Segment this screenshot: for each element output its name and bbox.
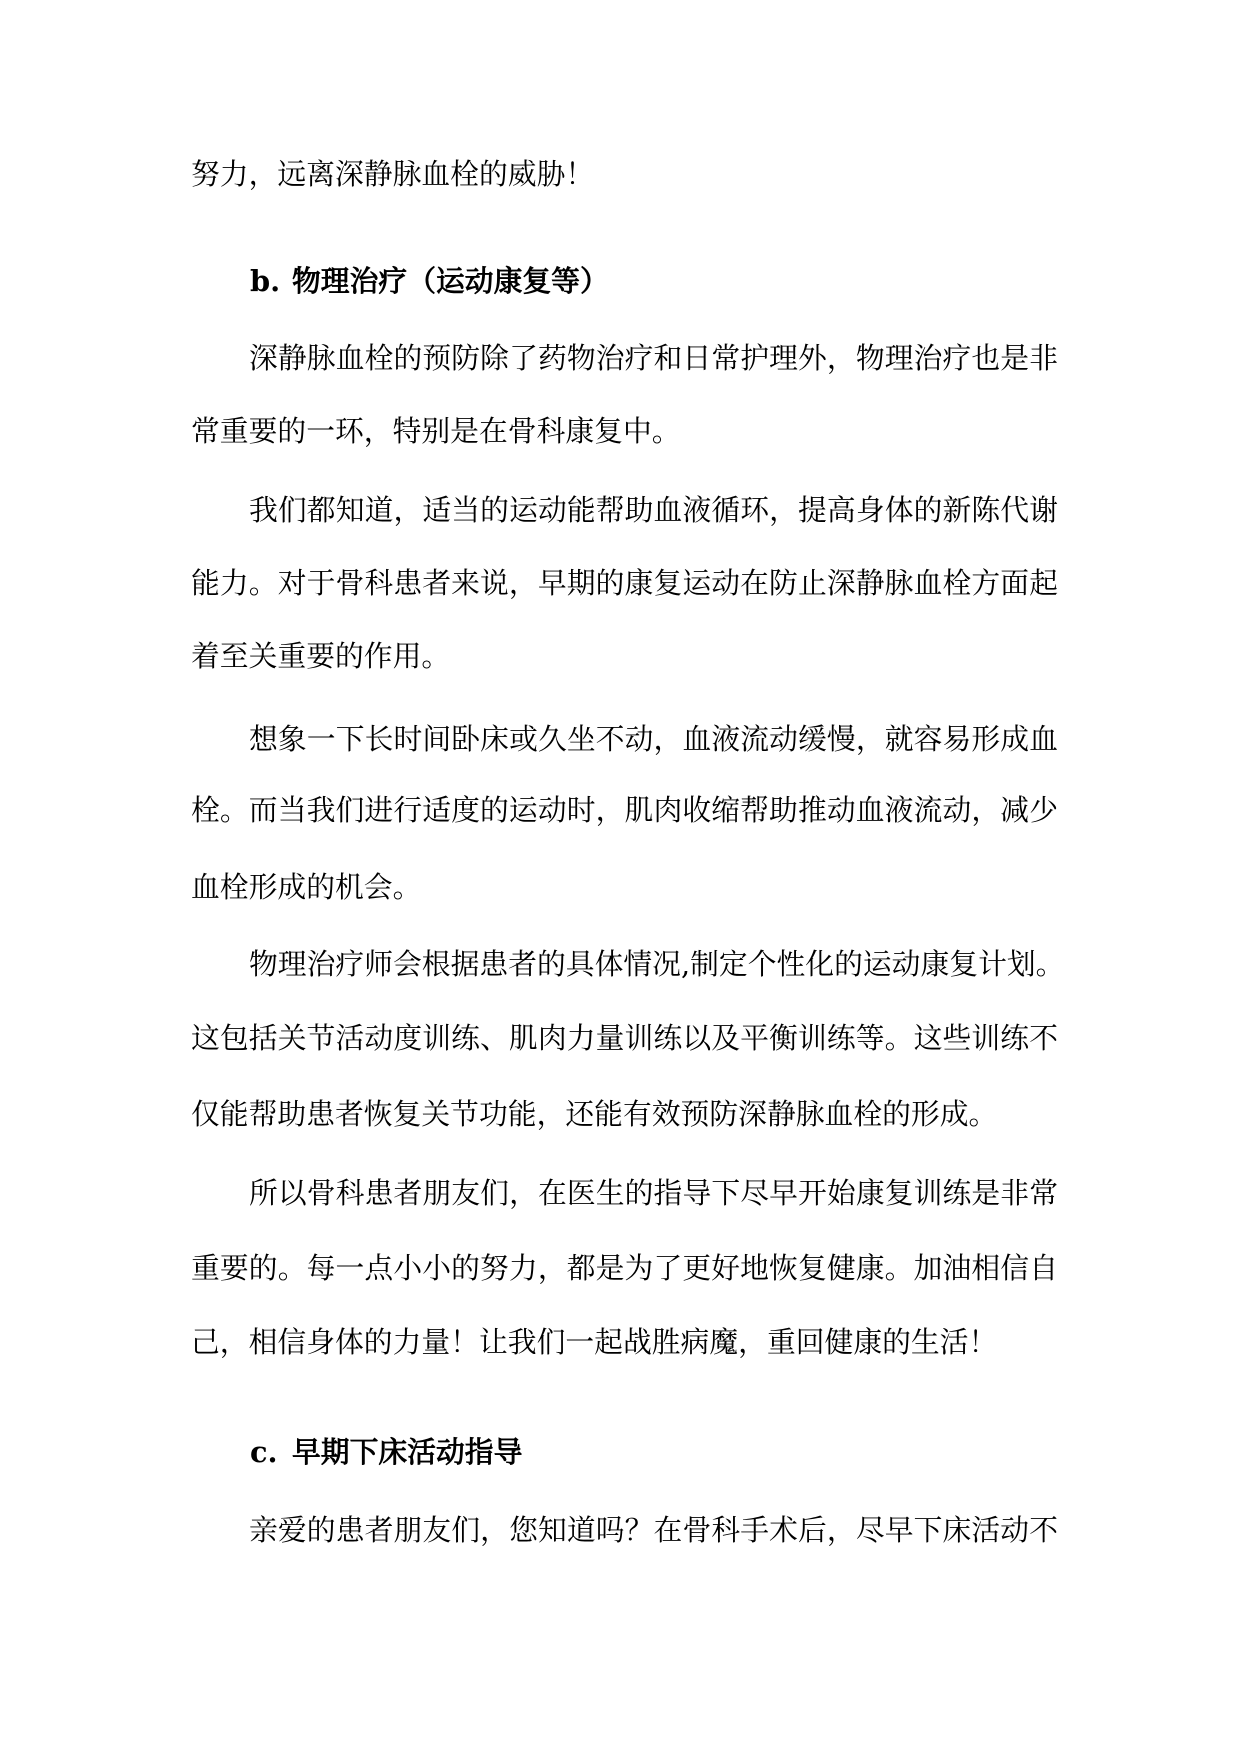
paragraph-line: 血栓形成的机会。: [191, 870, 422, 904]
heading-title: 早期下床活动指导: [292, 1435, 523, 1469]
paragraph-line: 己，相信身体的力量！让我们一起战胜病魔，重回健康的生活！: [191, 1325, 998, 1359]
paragraph-line: 常重要的一环，特别是在骨科康复中。: [191, 414, 681, 448]
heading-marker: b.: [250, 264, 281, 298]
paragraph-line: 物理治疗师会根据患者的具体情况,制定个性化的运动康复计划。: [249, 947, 1065, 981]
paragraph-line: 我们都知道，适当的运动能帮助血液循环，提高身体的新陈代谢: [249, 493, 1058, 527]
paragraph-line: 重要的。每一点小小的努力，都是为了更好地恢复健康。加油相信自: [191, 1251, 1058, 1285]
paragraph-line: 深静脉血栓的预防除了药物治疗和日常护理外，物理治疗也是非: [249, 341, 1058, 375]
paragraph-line: 这包括关节活动度训练、肌肉力量训练以及平衡训练等。这些训练不: [191, 1021, 1058, 1055]
paragraph-line: 所以骨科患者朋友们，在医生的指导下尽早开始康复训练是非常: [249, 1176, 1058, 1210]
section-heading-b: [250, 261, 609, 301]
paragraph-line: 努力，远离深静脉血栓的威胁！: [191, 157, 595, 191]
heading-marker: c.: [250, 1435, 278, 1469]
paragraph-line: 亲爱的患者朋友们，您知道吗？在骨科手术后，尽早下床活动不: [249, 1513, 1058, 1547]
heading-title: 物理治疗（运动康复等）: [292, 264, 609, 298]
paragraph-line: 想象一下长时间卧床或久坐不动，血液流动缓慢，就容易形成血: [249, 722, 1058, 756]
paragraph-line: 栓。而当我们进行适度的运动时，肌肉收缩帮助推动血液流动，减少: [191, 793, 1058, 827]
section-heading-c: [250, 1432, 522, 1472]
paragraph-line: 仅能帮助患者恢复关节功能，还能有效预防深静脉血栓的形成。: [191, 1097, 998, 1131]
paragraph-line: 能力。对于骨科患者来说，早期的康复运动在防止深静脉血栓方面起: [191, 566, 1058, 600]
paragraph-line: 着至关重要的作用。: [191, 639, 451, 673]
